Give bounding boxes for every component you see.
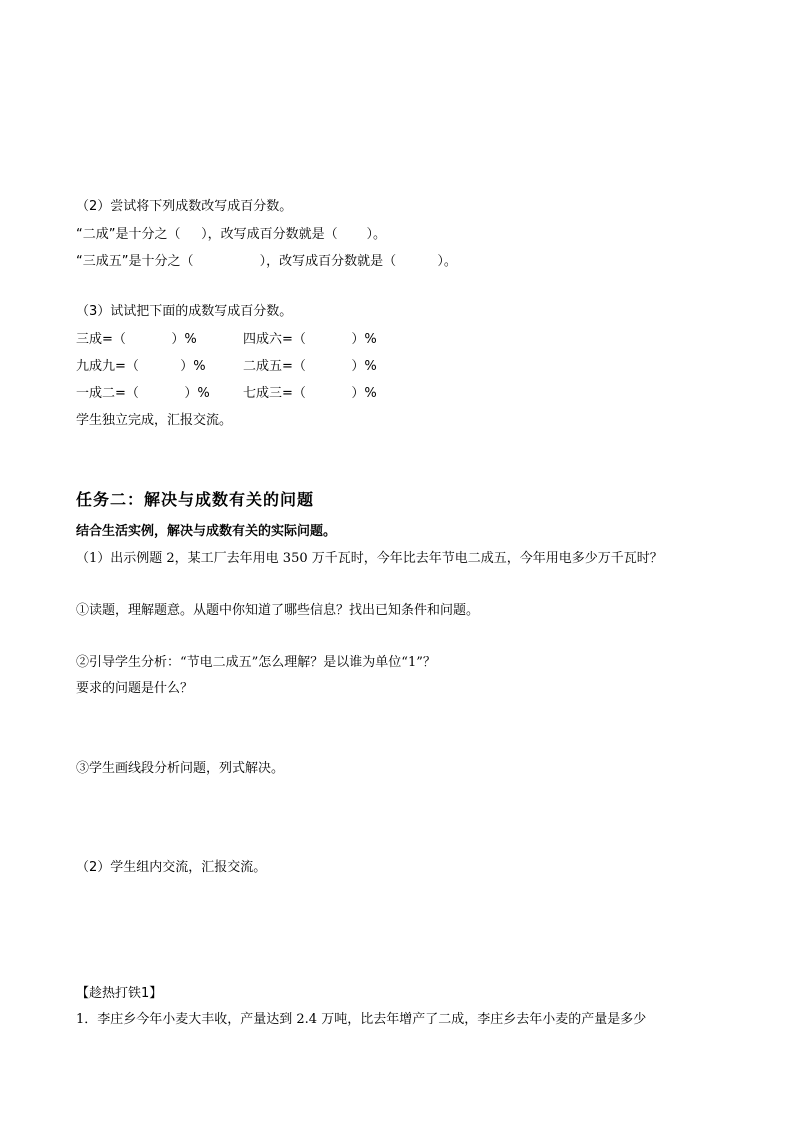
task2-example: （1）出示例题 2，某工厂去年用电 350 万千瓦时，今年比去年节电二成五，今年用电多少万千瓦时？: [76, 551, 663, 566]
task2-step3: ③学生画线段分析问题，列式解决。: [76, 761, 285, 776]
conversion-row2-right: 二成五=（ ）%: [243, 359, 377, 374]
task2-step2a: ②引导学生分析：“节电二成五”怎么理解？是以谁为单位“1”？: [76, 655, 436, 670]
section3-title: （3）试试把下面的成数写成百分数。: [76, 304, 293, 319]
practice-heading: 【趁热打铁1】: [76, 986, 163, 1001]
section2-line2: “三成五”是十分之（ ），改写成百分数就是（ ）。: [76, 254, 457, 269]
task2-part2: （2）学生组内交流，汇报交流。: [76, 860, 267, 875]
conversion-row1-right: 四成六=（ ）%: [243, 332, 377, 347]
section2-title: （2）尝试将下列成数改写成百分数。: [76, 199, 293, 214]
task2-heading: 任务二：解决与成数有关的问题: [76, 490, 315, 509]
conversion-row1-left: 三成=（ ）%: [76, 332, 197, 347]
practice-question1: 1．李庄乡今年小麦大丰收，产量达到 2.4 万吨，比去年增产了二成，李庄乡去年小麦的产量是多少: [76, 1012, 647, 1027]
section3-note: 学生独立完成，汇报交流。: [76, 413, 233, 428]
conversion-row3-left: 一成二=（ ）%: [76, 386, 210, 401]
task2-subheading: 结合生活实例，解决与成数有关的实际问题。: [76, 524, 337, 539]
conversion-row3-right: 七成三=（ ）%: [243, 386, 377, 401]
conversion-row2-left: 九成九=（ ）%: [76, 359, 206, 374]
task2-step1: ①读题，理解题意。从题中你知道了哪些信息？找出已知条件和问题。: [76, 603, 480, 618]
section2-line1: “二成”是十分之（ ），改写成百分数就是（ ）。: [76, 227, 387, 242]
task2-step2b: 要求的问题是什么？: [76, 681, 194, 696]
